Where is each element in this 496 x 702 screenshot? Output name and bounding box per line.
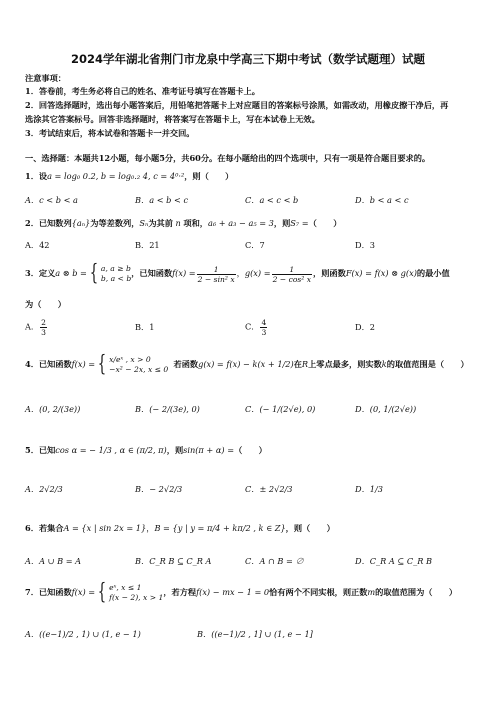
question-3-stem: 3．定义a ⊗ b = { a, a ≥ b b, a < b ，已知函数f(x) = $\frac{1}{\text{2 − sin² x}}$ ，g(x) = $\frac{1}{\text{2 − cos² x}}$ ，则函数F(x) = f(x) ⊗ g(x)的最小值 xyxy=(25,261,450,286)
q6-option-b[interactable]: B．C_R B ⊆ C_R A xyxy=(135,556,212,566)
note-3: 3．考试结束后，将本试卷和答题卡一并交回。 xyxy=(25,128,195,138)
note-2b: 选涂其它答案标号。回答非选择题时，将答案写在答题卡上，写在本试卷上无效。 xyxy=(25,114,320,124)
q5-option-c[interactable]: C．± 2√2/3 xyxy=(245,484,293,494)
q3-cases: a, a ≥ b b, a < b xyxy=(100,264,132,283)
q3-a-fraction: $\frac{2}{3}$ xyxy=(41,318,46,337)
q5-option-a[interactable]: A．2√2/3 xyxy=(25,484,63,494)
q4-option-b[interactable]: B．(− 2/(3e), 0) xyxy=(135,404,200,414)
section-heading: 一、选择题：本题共12小题，每小题5分，共60分。在每小题给出的四个选项中，只有一项是符合题目要求的。 xyxy=(25,153,431,163)
q3-option-a[interactable]: A． $\frac{2}{3}$ xyxy=(25,318,46,337)
question-2-stem: 2．已知数列{aₙ}为等差数列，Sₙ为其前 n 项和，a₆ + a₃ − a₅ = 3，则S₇ =（ ） xyxy=(25,218,342,228)
q1-option-c[interactable]: C．a < c < b xyxy=(245,195,299,205)
brace-glyph: { xyxy=(89,261,99,286)
question-5-stem: 5．已知cos α = − 1/3 , α ∈ (π/2, π)，则sin(π + α) =（ ） xyxy=(25,445,267,455)
q5-option-d[interactable]: D．1/3 xyxy=(355,484,383,494)
q2-option-c[interactable]: C．7 xyxy=(245,240,265,250)
q3-option-b[interactable]: B．1 xyxy=(135,322,155,332)
note-1: 1．答卷前，考生务必将自己的姓名、准考证号填写在答题卡上。 xyxy=(25,86,260,96)
notes-header: 注意事项： xyxy=(25,73,66,83)
q3-g-fraction: $\frac{1}{\text{2 − cos² x}}$ xyxy=(272,264,312,284)
question-4-stem: 4．已知函数f(x) = { x/eˣ , x > 0 −x² − 2x, x ≤ 0 若函数g(x) = f(x) − k(x + 1/2)在R上零点最多，则实数k的取值范围是（ ） xyxy=(25,352,469,377)
q3-option-d[interactable]: D．2 xyxy=(355,322,375,332)
question-6-stem: 6．若集合A = {x | sin 2x = 1}，B = {y | y = π/4 + kπ/2 , k ∈ Z}，则（ ） xyxy=(25,523,335,533)
brace-glyph: { xyxy=(97,580,107,605)
q1-option-d[interactable]: D．b < a < c xyxy=(355,195,409,205)
q3-c-fraction: $\frac{4}{3}$ xyxy=(261,318,267,337)
q4-option-a[interactable]: A．(0, 2/(3e)) xyxy=(25,404,81,414)
q7-option-b[interactable]: B．((e−1)/2 , 1] ∪ (1, e − 1] xyxy=(197,629,313,639)
question-3-line2: 为（ ） xyxy=(25,299,66,309)
brace-glyph: { xyxy=(97,352,107,377)
page-title: 2024学年湖北省荆门市龙泉中学高三下期中考试（数学试题理）试题 xyxy=(70,52,425,66)
q3-option-c[interactable]: C． $\frac{4}{3}$ xyxy=(245,318,267,337)
q6-option-a[interactable]: A．A ∪ B = A xyxy=(25,556,82,566)
question-1-stem: 1．设a = log₀ 0.2, b = log₀.₂ 4, c = 4⁰·²，则（ ） xyxy=(25,171,234,181)
note-2a: 2．回答选择题时，选出每小题答案后，用铅笔把答题卡上对应题目的答案标号涂黑，如需改动，用橡皮擦干净后，再 xyxy=(25,100,449,110)
q2-option-a[interactable]: A．42 xyxy=(25,240,50,250)
q7-cases: eˣ, x ≤ 1 f(x − 2), x > 1 xyxy=(109,583,164,602)
q4-option-c[interactable]: C．(− 1/(2√e), 0) xyxy=(245,404,316,414)
q1-option-b[interactable]: B．a < b < c xyxy=(135,195,189,205)
q5-option-b[interactable]: B．− 2√2/3 xyxy=(135,484,183,494)
q6-option-c[interactable]: C．A ∩ B = ∅ xyxy=(245,556,304,566)
q4-cases: x/eˣ , x > 0 −x² − 2x, x ≤ 0 xyxy=(109,355,169,374)
q4-option-d[interactable]: D．(0, 1/(2√e)) xyxy=(355,404,417,414)
q7-option-a[interactable]: A．((e−1)/2 , 1) ∪ (1, e − 1) xyxy=(25,629,141,639)
q1-option-a[interactable]: A．c < b < a xyxy=(25,195,78,205)
q2-option-d[interactable]: D．3 xyxy=(355,240,375,250)
q2-option-b[interactable]: B．21 xyxy=(135,240,160,250)
q6-option-d[interactable]: D．C_R A ⊆ C_R B xyxy=(355,556,432,566)
question-7-stem: 7．已知函数f(x) = { eˣ, x ≤ 1 f(x − 2), x > 1 ，若方程f(x) − mx − 1 = 0恰有两个不同实根，则正数m的取值范围为（ ） xyxy=(25,580,458,605)
q3-f-fraction: $\frac{1}{\text{2 − sin² x}}$ xyxy=(197,264,235,284)
